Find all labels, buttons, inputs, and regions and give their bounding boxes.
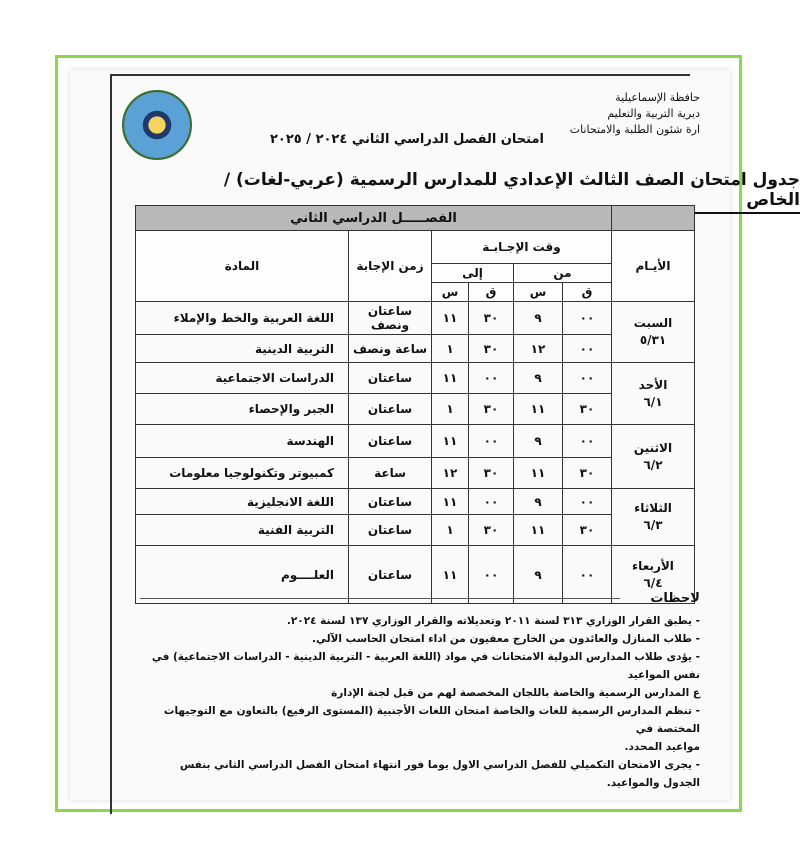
from-hour-cell: ١٢ <box>514 335 563 363</box>
note-item: - يجرى الامتحان التكميلي للفصل الدراسي الاول يوما فور انتهاء امتحان الفصل الدراسي الثاني بنفس الجدول والمواعيد. <box>179 759 700 789</box>
from-hour-cell: ٩ <box>514 425 563 458</box>
notes-list <box>140 612 700 792</box>
day-cell <box>612 302 695 363</box>
table-row <box>136 425 695 458</box>
day-name: الأربعاء <box>632 558 674 573</box>
subject-cell: العلــــوم <box>136 546 349 604</box>
day-name: السبت <box>633 316 673 330</box>
table-row <box>136 363 695 394</box>
subject-cell: التربية الفنية <box>136 515 349 546</box>
from-minute-cell: ٣٠ <box>563 394 612 425</box>
subject-cell: الجبر والإحصاء <box>136 394 349 425</box>
to-minute-cell: ٣٠ <box>469 302 514 335</box>
days-column-header: الأيـام <box>612 231 695 302</box>
exam-title: امتحان الفصل الدراسي الثاني ٢٠٢٤ / ٢٠٢٥ <box>270 132 544 147</box>
table-row <box>136 489 695 515</box>
header-block <box>570 90 700 138</box>
to-minute-header: ق <box>469 283 514 302</box>
to-minute-cell: ٣٠ <box>469 515 514 546</box>
from-hour-cell: ١١ <box>514 515 563 546</box>
note-item: - يؤدى طلاب المدارس الدولية الامتحانات في مواد (اللغة العربية - التربية الدينية - الدراسات الاجتماعية) في نفس المواعيد <box>151 651 700 681</box>
duration-cell: ساعتان <box>349 515 432 546</box>
table-row <box>136 458 695 489</box>
department-label: ارة شئون الطلبة والامتحانات <box>569 123 700 136</box>
from-hour-cell: ١١ <box>514 458 563 489</box>
to-hour-cell: ١٢ <box>432 458 469 489</box>
from-hour-cell: ٩ <box>514 302 563 335</box>
from-header: من <box>514 264 612 283</box>
to-minute-cell: ٠٠ <box>469 425 514 458</box>
from-hour-cell: ١١ <box>514 394 563 425</box>
from-minute-cell: ٠٠ <box>563 425 612 458</box>
day-date: ٦/٢ <box>643 457 663 472</box>
to-minute-cell: ٣٠ <box>469 458 514 489</box>
answer-time-header: وقت الإجـابـة <box>432 231 612 264</box>
to-minute-cell: ٣٠ <box>469 335 514 363</box>
day-cell <box>612 363 695 425</box>
from-minute-cell: ٠٠ <box>563 335 612 363</box>
table-row <box>136 302 695 335</box>
from-hour-cell: ٩ <box>514 489 563 515</box>
table-row <box>136 515 695 546</box>
ministry-logo-icon <box>122 90 192 160</box>
to-hour-cell: ١ <box>432 394 469 425</box>
top-border-line <box>110 74 690 76</box>
to-minute-cell: ٣٠ <box>469 394 514 425</box>
to-hour-cell: ١١ <box>432 425 469 458</box>
from-hour-header: س <box>514 283 563 302</box>
to-minute-cell: ٠٠ <box>469 489 514 515</box>
note-item: - تنظم المدارس الرسمية للغات والخاصة امتحان اللغات الأجنبية (المستوى الرفيع) بالتعاون مع التوجيهات المختصة في <box>163 705 700 735</box>
governorate-label: حافظة الإسماعيلية <box>615 91 700 104</box>
subject-cell: التربية الدينية <box>136 335 349 363</box>
note-item: - طلاب المنازل والعائدون من الخارج معفيون من اداء امتحان الحاسب الآلي. <box>311 633 700 645</box>
from-minute-cell: ٠٠ <box>563 546 612 604</box>
duration-cell: ساعة ونصف <box>349 335 432 363</box>
notes-title: لاحظات <box>650 591 700 606</box>
subject-cell: اللغة الانجليزية <box>136 489 349 515</box>
subject-cell: اللغة العربية والخط والإملاء <box>136 302 349 335</box>
day-date: ٥/٣١ <box>639 333 667 347</box>
subject-cell: الهندسة <box>136 425 349 458</box>
duration-cell: ساعتان ونصف <box>349 302 432 335</box>
notes-section <box>140 590 700 792</box>
duration-cell: ساعة <box>349 458 432 489</box>
duration-column-header: زمن الإجابة <box>349 231 432 302</box>
duration-cell: ساعتان <box>349 394 432 425</box>
note-item: - يطبق القرار الوزاري ٣١٣ لسنة ٢٠١١ وتعديلاته والقرار الوزاري ١٣٧ لسنة ٢٠٢٤. <box>286 615 700 627</box>
duration-cell: ساعتان <box>349 489 432 515</box>
to-header: إلى <box>432 264 514 283</box>
to-hour-cell: ١١ <box>432 546 469 604</box>
to-hour-cell: ١١ <box>432 489 469 515</box>
to-hour-cell: ١١ <box>432 363 469 394</box>
directorate-label: ديرية التربية والتعليم <box>607 107 700 120</box>
from-minute-cell: ٠٠ <box>563 489 612 515</box>
to-hour-cell: ١ <box>432 335 469 363</box>
table-row <box>136 394 695 425</box>
day-cell <box>612 425 695 489</box>
subject-cell: كمبيوتر وتكنولوجيا معلومات <box>136 458 349 489</box>
day-name: الثلاثاء <box>634 501 672 515</box>
from-minute-header: ق <box>563 283 612 302</box>
from-minute-cell: ٣٠ <box>563 458 612 489</box>
from-minute-cell: ٠٠ <box>563 363 612 394</box>
from-minute-cell: ٣٠ <box>563 515 612 546</box>
to-minute-cell: ٠٠ <box>469 546 514 604</box>
term-header: الفصـــــل الدراسي الثاني <box>136 206 612 231</box>
day-date: ٦/٣ <box>643 518 663 532</box>
day-cell <box>612 489 695 546</box>
exam-schedule-table <box>135 205 695 604</box>
day-name: الاثنين <box>633 440 673 455</box>
day-date: ٦/١ <box>643 394 663 409</box>
to-minute-cell: ٠٠ <box>469 363 514 394</box>
duration-cell: ساعتان <box>349 425 432 458</box>
duration-cell: ساعتان <box>349 546 432 604</box>
from-minute-cell: ٠٠ <box>563 302 612 335</box>
subject-cell: الدراسات الاجتماعية <box>136 363 349 394</box>
to-hour-cell: ١ <box>432 515 469 546</box>
table-row <box>136 335 695 363</box>
day-date: ٦/٤ <box>643 575 663 590</box>
day-name: الأحد <box>638 377 668 392</box>
note-item: مواعيد المحدد. <box>624 741 700 753</box>
duration-cell: ساعتان <box>349 363 432 394</box>
to-hour-header: س <box>432 283 469 302</box>
to-hour-cell: ١١ <box>432 302 469 335</box>
left-border-line <box>110 74 112 814</box>
from-hour-cell: ٩ <box>514 363 563 394</box>
note-item: ع المدارس الرسمية والخاصة باللجان المخصصة لهم من قبل لجنة الإدارة <box>331 687 700 699</box>
page-title: جدول امتحان الصف الثالث الإعدادي للمدارس الرسمية (عربي-لغات) / الخاص <box>180 170 800 214</box>
from-hour-cell: ٩ <box>514 546 563 604</box>
subject-column-header: المادة <box>136 231 349 302</box>
